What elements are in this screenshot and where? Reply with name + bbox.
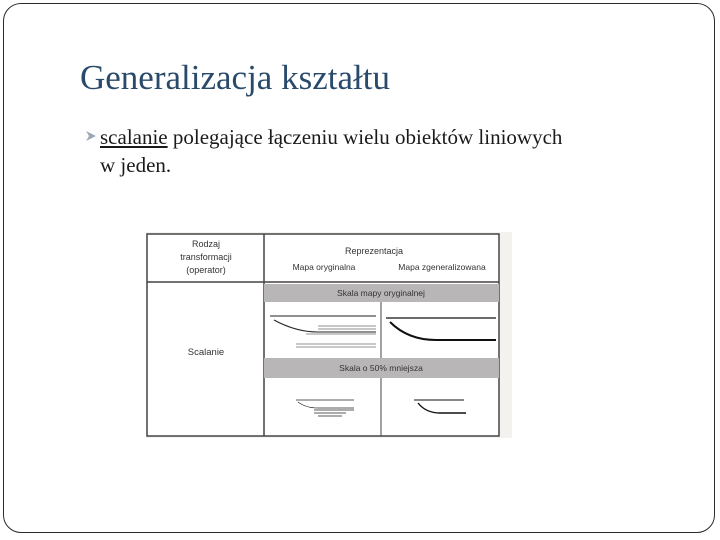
band-original-scale-label: Skala mapy oryginalnej — [337, 288, 425, 298]
header-left-line-3: (operator) — [186, 265, 226, 275]
header-left-line-2: transformacji — [180, 252, 232, 262]
generalization-table-svg — [146, 232, 512, 438]
header-representation: Reprezentacja — [344, 246, 404, 256]
band-reduced-scale-label: Skala o 50% mniejsza — [339, 363, 423, 373]
bullet-term: scalanie — [100, 125, 168, 149]
bullet-text-line2: w jeden. — [100, 153, 172, 177]
header-left-line-1: Rodzaj — [191, 239, 221, 249]
row-label-scalanie: Scalanie — [187, 347, 225, 358]
header-original-map: Mapa oryginalna — [292, 262, 356, 272]
slide-title: Generalizacja kształtu — [80, 58, 390, 97]
bullet-arrow-icon — [84, 129, 98, 143]
header-generalized-map: Mapa zgeneralizowana — [398, 262, 486, 272]
bullet-text — [100, 123, 700, 151]
bullet-text-rest: polegające łączeniu wielu obiektów liniowych — [167, 125, 563, 149]
generalization-figure — [146, 232, 512, 438]
